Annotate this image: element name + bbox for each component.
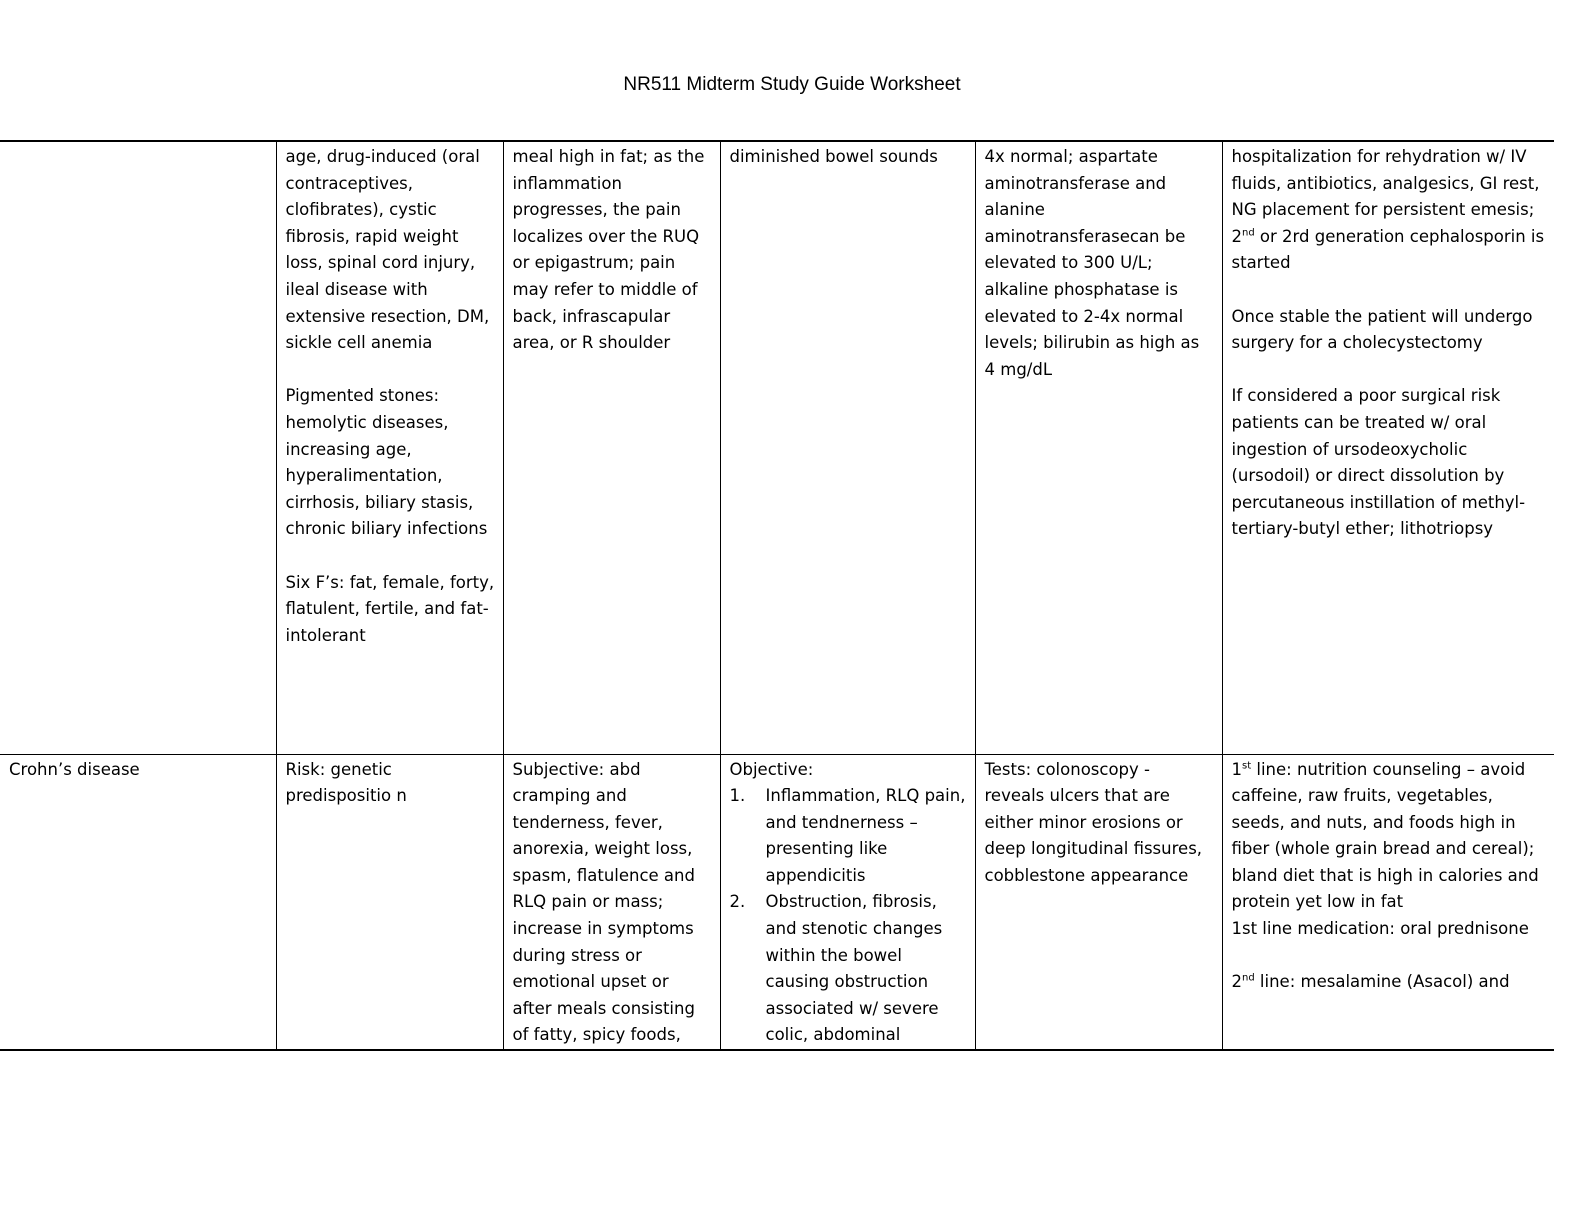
disease-name-cell: Crohn’s disease xyxy=(0,754,276,1050)
list-item: 2. Obstruction, fibrosis, and stenotic changes within the bowel causing obstruction associated w/ severe colic, abdominal xyxy=(729,892,943,1045)
subjective-cell: meal high in fat; as the inflammation progresses, the pain localizes over the RUQ or epigastrum; pain may refer to middle of back, infrascapular area, or R shoulder xyxy=(503,141,720,754)
first-line-medication-text: 1st line medication: oral prednisone xyxy=(1231,919,1529,939)
second-line-text: 2nd line: mesalamine (Asacol) and xyxy=(1231,972,1510,992)
study-guide-table xyxy=(0,140,1554,1051)
pigmented-stones-text: Pigmented stones: hemolytic diseases, increasing age, hyperalimentation, cirrhosis, biliary stasis, chronic biliary infections xyxy=(285,386,488,539)
risk-factors-text: age, drug-induced (oral contraceptives, clofibrates), cystic fibrosis, rapid weight loss, spinal cord injury, ileal disease with extensive resection, DM, sickle cell anemia xyxy=(285,147,490,353)
six-fs-text: Six F’s: fat, female, forty, flatulent, fertile, and fat-intolerant xyxy=(285,572,495,645)
objective-heading: Objective: xyxy=(729,759,814,779)
objective-list xyxy=(730,783,967,1049)
risk-factors-cell: Risk: genetic predispositio n xyxy=(276,754,503,1050)
page-title: NR511 Midterm Study Guide Worksheet xyxy=(623,74,961,95)
list-item: 1. Inflammation, RLQ pain, and tendnerness – presenting like appendicitis xyxy=(729,786,966,885)
treatment-hospitalization-text: hospitalization for rehydration w/ IV fluids, antibiotics, analgesics, GI rest, NG placement for persistent emesis; 2nd or 2rd generation cephalosporin is started xyxy=(1231,147,1545,273)
treatment-surgery-text: Once stable the patient will undergo surgery for a cholecystectomy xyxy=(1231,306,1533,353)
tests-cell: Tests: colonoscopy - reveals ulcers that are either minor erosions or deep longitudinal fissures, cobblestone appearance xyxy=(975,754,1222,1050)
risk-factors-cell xyxy=(276,141,503,754)
treatment-poor-risk-text: If considered a poor surgical risk patients can be treated w/ oral ingestion of ursodeoxycholic (ursodoil) or direct dissolution by percutaneous instillation of methyl-tertiary-butyl ether; lithotriopsy xyxy=(1231,386,1526,539)
tests-cell: 4x normal; aspartate aminotransferase and alanine aminotransferasecan be elevated to 300 U/L; alkaline phosphatase is elevated to 2-4x normal levels; bilirubin as high as 4 mg/dL xyxy=(975,141,1222,754)
objective-cell: diminished bowel sounds xyxy=(720,141,975,754)
treatment-cell xyxy=(1222,141,1554,754)
objective-cell xyxy=(720,754,975,1050)
treatment-cell xyxy=(1222,754,1554,1050)
table-row-gallstones-continued xyxy=(0,141,1554,754)
table-row-crohns-disease xyxy=(0,754,1554,1050)
first-line-text: 1st line: nutrition counseling – avoid caffeine, raw fruits, vegetables, seeds, and nuts, and foods high in fiber (whole grain bread and cereal); bland diet that is high in calories and protein yet low in fat xyxy=(1231,759,1539,912)
disease-name-cell xyxy=(0,141,276,754)
subjective-cell: Subjective: abd cramping and tenderness, fever, anorexia, weight loss, spasm, flatulence and RLQ pain or mass; increase in symptoms during stress or emotional upset or after meals consisting of fatty, spicy foods, xyxy=(503,754,720,1050)
